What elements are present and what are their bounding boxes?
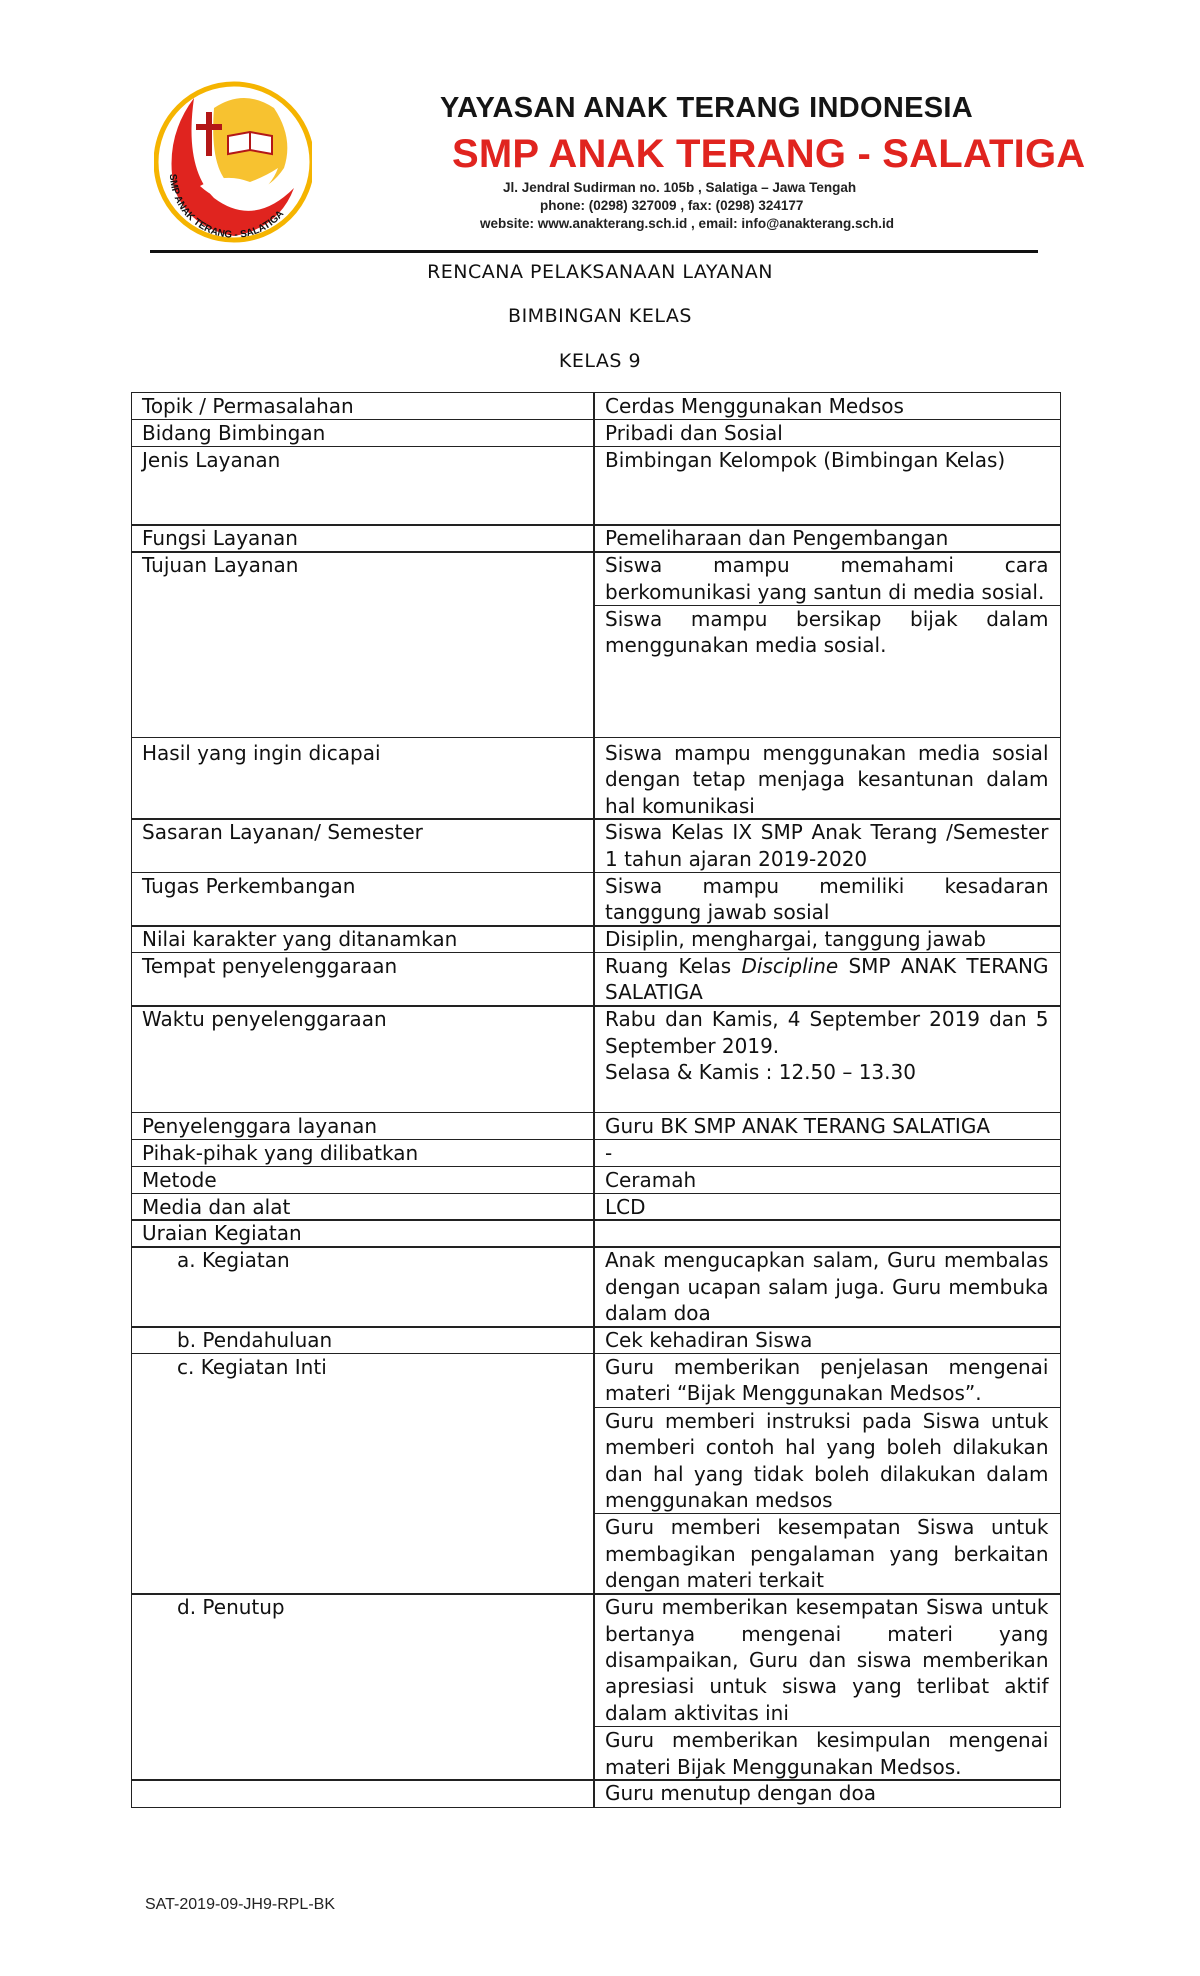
value-inti xyxy=(593,1353,1061,1595)
label-metode: Metode xyxy=(131,1166,595,1194)
label-tujuan: Tujuan Layanan xyxy=(131,551,595,738)
value-media: LCD xyxy=(593,1193,1061,1221)
value-uraian xyxy=(593,1219,1061,1247)
value-sasaran: Siswa Kelas IX SMP Anak Terang /Semester 1 tahun ajaran 2019-2020 xyxy=(593,818,1061,873)
label-waktu: Waktu penyelenggaraan xyxy=(131,1005,595,1113)
label-penutup: d. Penutup xyxy=(131,1593,595,1781)
label-hasil: Hasil yang ingin dicapai xyxy=(131,737,595,820)
label-tugas: Tugas Perkembangan xyxy=(131,872,595,927)
value-penutup xyxy=(593,1593,1061,1781)
value-tujuan xyxy=(593,551,1061,738)
school-website: website: www.anakterang.sch.id , email: info@anakterang.sch.id xyxy=(480,216,895,231)
value-tempat-post: SMP ANAK TERANG SALATIGA xyxy=(605,953,1049,1005)
document-title: RENCANA PELAKSANAAN LAYANAN xyxy=(427,261,773,283)
label-penyelenggara: Penyelenggara layanan xyxy=(131,1112,595,1140)
document-code: SAT-2019-09-JH9-RPL-BK xyxy=(145,1896,335,1913)
label-jenis: Jenis Layanan xyxy=(131,446,595,526)
value-tujuan-2: Siswa mampu bersikap bijak dalam menggunakan media sosial. xyxy=(594,605,1060,659)
label-sasaran: Sasaran Layanan/ Semester xyxy=(131,818,595,873)
value-penyelenggara: Guru BK SMP ANAK TERANG SALATIGA xyxy=(593,1112,1061,1140)
value-metode: Ceramah xyxy=(593,1166,1061,1194)
label-bidang: Bidang Bimbingan xyxy=(131,419,595,447)
value-waktu-dates: Rabu dan Kamis, 4 September 2019 dan 5 September 2019. xyxy=(605,1007,1049,1058)
value-kegiatan: Anak mengucapkan salam, Guru membalas dengan ucapan salam juga. Guru membuka dalam doa xyxy=(593,1246,1061,1327)
label-topik: Topik / Permasalahan xyxy=(131,392,595,420)
value-fungsi: Pemeliharaan dan Pengembangan xyxy=(593,524,1061,552)
value-nilai: Disiplin, menghargai, tanggung jawab xyxy=(593,925,1061,953)
value-topik: Cerdas Menggunakan Medsos xyxy=(593,392,1061,420)
organization-name: YAYASAN ANAK TERANG INDONESIA xyxy=(440,92,973,124)
svg-text:SMP ANAK TERANG - SALATIGA: SMP ANAK TERANG - SALATIGA xyxy=(166,173,287,241)
school-address: Jl. Jendral Sudirman no. 105b , Salatiga – Jawa Tengah xyxy=(503,180,857,195)
value-waktu-hours: Selasa & Kamis : 12.50 – 13.30 xyxy=(605,1060,916,1085)
label-pendahuluan: b. Pendahuluan xyxy=(131,1326,595,1354)
value-hasil: Siswa mampu menggunakan media sosial dengan tetap menjaga kesantunan dalam hal komunikasi xyxy=(593,737,1061,820)
value-jenis: Bimbingan Kelompok (Bimbingan Kelas) xyxy=(593,446,1061,526)
label-nilai: Nilai karakter yang ditanamkan xyxy=(131,925,595,953)
header-divider xyxy=(150,250,1038,253)
label-media: Media dan alat xyxy=(131,1193,595,1221)
value-last: Guru menutup dengan doa xyxy=(593,1779,1061,1807)
value-penutup-2: Guru memberikan kesimpulan mengenai materi Bijak Menggunakan Medsos. xyxy=(594,1726,1060,1780)
value-waktu xyxy=(593,1005,1061,1113)
label-uraian: Uraian Kegiatan xyxy=(131,1219,595,1247)
school-logo xyxy=(154,78,312,250)
value-inti-3: Guru memberi kesempatan Siswa untuk membagikan pengalaman yang berkaitan dengan materi terkait xyxy=(594,1513,1060,1593)
value-inti-1: Guru memberikan penjelasan mengenai materi “Bijak Menggunakan Medsos”. xyxy=(605,1354,1049,1406)
value-tempat-room: Discipline xyxy=(741,953,839,978)
service-plan-table xyxy=(131,392,1059,1806)
value-tujuan-1: Siswa mampu memahami cara berkomunikasi yang santun di media sosial. xyxy=(605,553,1049,604)
value-tempat-pre: Ruang Kelas xyxy=(605,953,742,978)
label-inti: c. Kegiatan Inti xyxy=(131,1353,595,1595)
label-tempat: Tempat penyelenggaraan xyxy=(131,952,595,1007)
school-name: SMP ANAK TERANG - SALATIGA xyxy=(452,132,1086,176)
value-tempat xyxy=(593,952,1061,1007)
document-class: KELAS 9 xyxy=(558,350,642,372)
label-kegiatan: a. Kegiatan xyxy=(131,1246,595,1327)
value-pihak: - xyxy=(593,1139,1061,1167)
school-contact: phone: (0298) 327009 , fax: (0298) 324177 xyxy=(540,198,804,213)
value-tugas: Siswa mampu memiliki kesadaran tanggung jawab sosial xyxy=(593,872,1061,927)
value-inti-2: Guru memberi instruksi pada Siswa untuk memberi contoh hal yang boleh dilakukan dan hal yang tidak boleh dilakukan dalam menggunakan medsos xyxy=(594,1407,1060,1514)
value-bidang: Pribadi dan Sosial xyxy=(593,419,1061,447)
document-subtitle: BIMBINGAN KELAS xyxy=(508,305,692,327)
label-pihak: Pihak-pihak yang dilibatkan xyxy=(131,1139,595,1167)
label-fungsi: Fungsi Layanan xyxy=(131,524,595,552)
letterhead xyxy=(0,0,1200,260)
value-penutup-1: Guru memberikan kesempatan Siswa untuk bertanya mengenai materi yang disampaikan, Guru dan siswa memberikan apresiasi untuk siswa yang terlibat aktif dalam aktivitas ini xyxy=(605,1595,1049,1725)
label-last xyxy=(131,1779,595,1807)
value-pendahuluan: Cek kehadiran Siswa xyxy=(593,1326,1061,1354)
